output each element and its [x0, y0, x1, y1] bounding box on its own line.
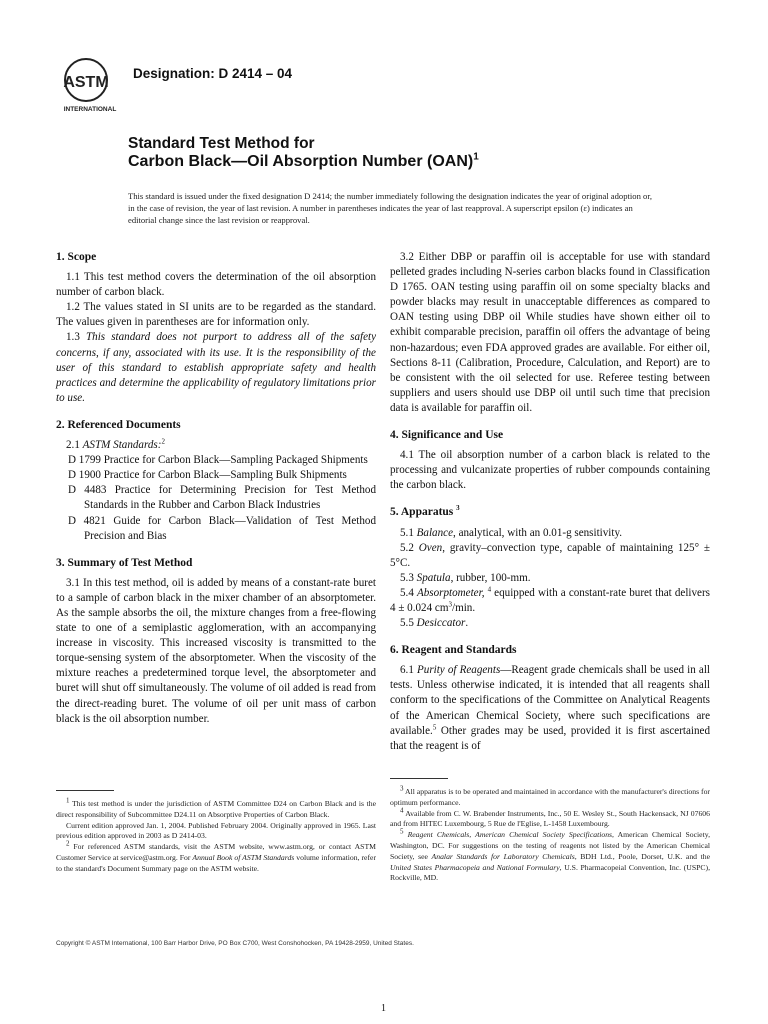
item-name: Balance: [416, 526, 454, 539]
para-3-1: 3.1 In this test method, oil is added by means of a constant-rate buret to a sample of carbon black in the mixer chamber of an absorptometer. As the sample absorbs the oil, the mixture changes from a free-flowing state to one of a semiplastic agglomeration, with an accompanying increase in viscosity. This increased viscosity is transmitted to the torque-sensing system of the absorptometer. When the viscosity of the mixture reaches a predetermined torque level, the absorptometer and buret will shut off simultaneously. The volume of oil added is read from the direct-reading buret. The volume of oil per unit mass of carbon black is the oil absorption number.: [56, 576, 376, 725]
para-number: 5.2: [400, 541, 414, 554]
para-number: 5.4: [400, 586, 414, 599]
para-number: 5.5: [400, 617, 414, 630]
footnote-4: [390, 806, 710, 831]
footnote-text: Available from C. W. Brabender Instruments, Inc., 50 E. Wesley St., South Hackensack, NJ 07606 and from HITEC Luxembourg, 5 Rue de l'Eglise, L-1458 Luxembourg.: [390, 808, 710, 829]
left-column: [56, 250, 376, 727]
footnote-number: 4: [400, 806, 404, 815]
section-heading-refdocs: 2. Referenced Documents: [56, 418, 181, 431]
item-name: Absorptometer,: [416, 586, 485, 599]
title-footnote-marker: 1: [473, 151, 479, 163]
item-text: /min.: [451, 601, 476, 614]
page-number: 1: [381, 1003, 386, 1014]
footnote-text: For referenced ASTM standards, visit the ASTM website, www.astm.org, or contact ASTM Customer Service at service@astm.org. For: [56, 842, 376, 862]
para-1-3: [56, 330, 376, 405]
para-number: 5.1: [400, 526, 414, 539]
reference-item: D 4821 Guide for Carbon Black—Validation of Test Method Precision and Bias: [68, 514, 376, 542]
item-text: Other grades may be used, provided it is first ascertained that the reagent is of: [390, 724, 710, 752]
section-heading-apparatus: [390, 505, 710, 520]
footnote-text: All apparatus is to be operated and maintained in accordance with the manufacturer's directions for optimum performance.: [390, 787, 710, 807]
footnote-3: [390, 784, 710, 809]
astm-standards-label: ASTM Standards:: [82, 439, 162, 452]
item-text: —Reagent grade chemicals shall be used in all tests. Unless otherwise indicated, it is intended that all reagents shall conform to the specifications of the Committee on Analytical Reagents of the American Chemical Society, where such specifications are available.: [390, 664, 710, 737]
section-heading-reagents: 6. Reagent and Standards: [390, 644, 517, 657]
item-name: Spatula: [416, 571, 451, 584]
item-name: Oven: [418, 541, 443, 554]
footnote-text: , American Chemical Society, Washington, DC. For suggestions on the testing of reagents not listed by the American Chemical Society, see: [390, 830, 710, 861]
title-line-1: Standard Test Method for: [128, 135, 315, 152]
footnote-number: 1: [66, 796, 70, 805]
astm-logo: [58, 56, 122, 116]
footnote-italic: United States Pharmacopeia and National Formulary: [390, 862, 560, 872]
logo-subtext: INTERNATIONAL: [63, 106, 117, 113]
footnote-2: [56, 839, 377, 874]
para-5-2: [390, 541, 710, 571]
para-number: 2.1: [66, 439, 80, 452]
footnote-number: 3: [400, 784, 404, 793]
footnote-marker: 4: [487, 585, 492, 594]
footnote-italic: Reagent Chemicals, American Chemical Society Specifications: [407, 830, 613, 840]
footnote-text: volume information, refer to the standard's Document Summary page on the ASTM website.: [56, 852, 377, 873]
para-number: 1.3: [66, 331, 80, 344]
footnote-rule: [56, 790, 114, 791]
section-heading-summary: 3. Summary of Test Method: [56, 556, 193, 569]
footnote-1: [56, 796, 376, 821]
item-text: , rubber, 100-mm.: [450, 571, 531, 584]
footnote-number: 2: [66, 839, 70, 848]
right-column: [390, 250, 710, 754]
section-heading-significance: 4. Significance and Use: [390, 429, 504, 442]
reference-item: D 1900 Practice for Carbon Black—Sampling Bulk Shipments: [68, 469, 347, 482]
footnote-rule: [390, 778, 448, 779]
logo-text: ASTM: [63, 74, 109, 91]
para-1-1: 1.1 This test method covers the determination of the oil absorption number of carbon black.: [56, 271, 376, 299]
footnote-text: , U.S. Pharmacopeial Convention, Inc. (USPC), Rockville, MD.: [390, 862, 710, 883]
item-text: .: [465, 617, 469, 630]
para-4-1: 4.1 The oil absorption number of a carbon black is related to the processing and vulcanizate properties of rubber compounds containing the carbon black.: [390, 449, 710, 492]
para-3-2: 3.2 Either DBP or paraffin oil is acceptable for use with standard pelleted grades including N-series carbon blacks found in Classification D 1765. OAN testing using paraffin oil on some specialty blacks and powder blacks may result in unacceptable differences as compared to OAN testing using DBP oil While studies have shown either oil to exhibit comparable precision, paraffin oil offers the advantage of being non-hazardous; even FDA approved grades are available. For either oil, Sections 8-11 (Calibration, Procedure, Calculation, and Report) are to be consistent with the oil selected for use. Referee testing between suppliers and users should use DBP oil until such time that precision data is available for paraffin oil.: [390, 251, 710, 414]
footnote-number: 5: [400, 827, 404, 836]
reference-item: D 1799 Practice for Carbon Black—Sampling Packaged Shipments: [68, 454, 368, 467]
item-text: , gravity–convection type, capable of maintaining 125° ± 5°C.: [390, 541, 710, 569]
para-5-1: [390, 526, 710, 541]
unit-superscript: 3: [448, 600, 452, 609]
item-text: equipped with a constant-rate buret that delivers 4 ± 0.024 cm: [390, 586, 710, 614]
section-heading-scope: 1. Scope: [56, 251, 97, 263]
copyright-line: Copyright © ASTM International, 100 Barr Harbor Drive, PO Box C700, West Conshohocken, PA 19428-2959, United States.: [56, 940, 414, 947]
footnote-1-edition: Current edition approved Jan. 1, 2004. Published February 2004. Originally approved in 1965. Last previous edition approved in 2003 as D 2414-03.: [56, 820, 376, 841]
para-number: 5.3: [400, 571, 414, 584]
heading-text: 5. Apparatus: [390, 506, 454, 519]
footnotes-right: [390, 778, 710, 884]
title-line-2: [128, 153, 479, 171]
footnote-marker: 2: [161, 437, 165, 446]
standard-notice: This standard is issued under the fixed designation D 2414; the number immediately following the designation indicates the year of original adoption or, in the case of revision, the year of last revision. A number in parentheses indicates the year of last reapproval. A superscript epsilon (ε) indicates an editorial change since the last revision or reapproval.: [128, 191, 652, 225]
footnote-italic: Annual Book of ASTM Standards: [192, 852, 295, 862]
para-5-4: [390, 586, 710, 616]
para-number: 6.1: [400, 664, 414, 677]
para-1-2: 1.2 The values stated in SI units are to be regarded as the standard. The values given in parentheses are for information only.: [56, 301, 376, 329]
footnote-marker: 3: [456, 504, 460, 513]
designation: Designation: D 2414 – 04: [133, 66, 293, 81]
para-5-3: [390, 571, 710, 586]
para-6-1: [390, 663, 710, 754]
item-name: Purity of Reagents: [417, 664, 501, 677]
safety-statement: This standard does not purport to address all of the safety concerns, if any, associated with its use. It is the responsibility of the user of this standard to establish appropriate safety and health practices and determine the applicability of regulatory limitations prior to use.: [56, 331, 377, 404]
title-text: Carbon Black—Oil Absorption Number (OAN): [128, 153, 474, 170]
para-5-5: [390, 616, 710, 631]
item-text: , analytical, with an 0.01-g sensitivity.: [453, 526, 623, 539]
para-2-1: [56, 438, 376, 453]
footnote-text: This test method is under the jurisdiction of ASTM Committee D24 on Carbon Black and is the direct responsibility of Subcommittee D24.11 on Absorptive Properties of Carbon Black.: [56, 799, 376, 819]
footnote-text: , BDH Ltd., Poole, Dorset, U.K. and the: [574, 851, 711, 861]
footnotes-left: [56, 790, 376, 875]
footnote-marker: 5: [432, 722, 437, 731]
footnote-italic: Analar Standards for Laboratory Chemicals: [431, 851, 575, 861]
footnote-5: [390, 827, 711, 884]
reference-item: D 4483 Practice for Determining Precision for Test Method Standards in the Rubber and Carbon Black Industries: [68, 484, 376, 512]
item-name: Desiccator: [416, 617, 466, 630]
astm-logo-graphic: [58, 56, 122, 116]
